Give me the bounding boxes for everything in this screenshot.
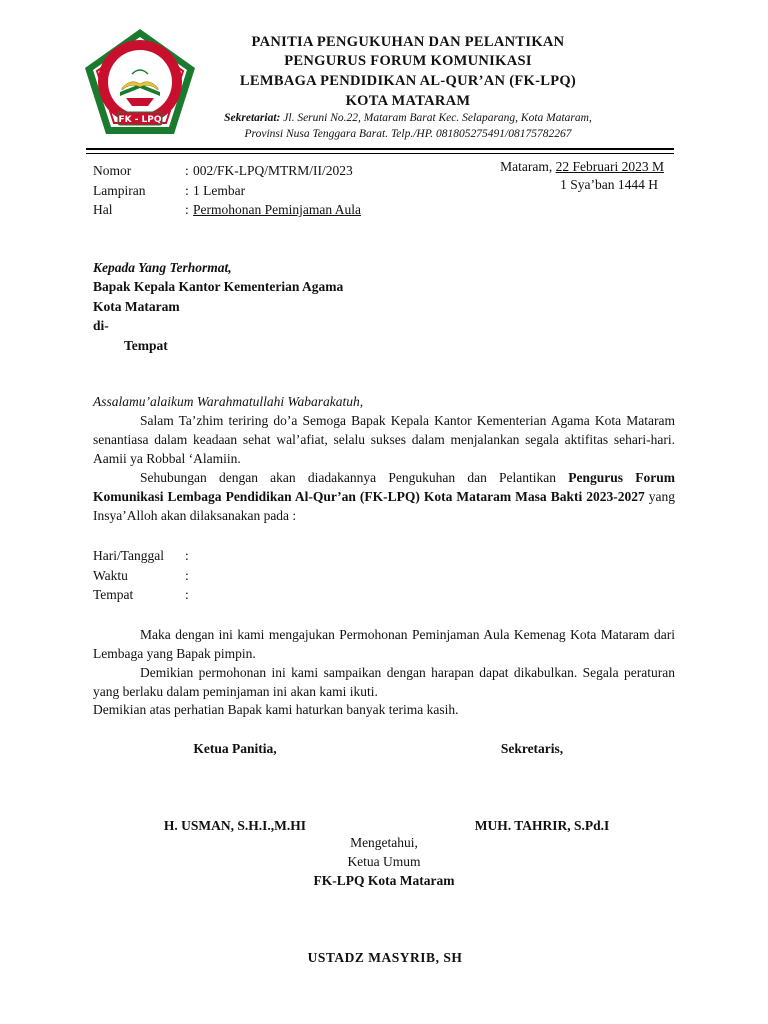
paragraph-2-text-b: Pengurus Forum Komunikasi Lembaga Pendidikan Al-Qur’an (FK-LPQ) Kota Mataram Masa Bakti 2023-2027 [93, 470, 675, 504]
recipient-line-4: Tempat [124, 338, 168, 353]
header-rule-thin [86, 153, 674, 154]
sekretaris-title: Sekretaris, [500, 741, 564, 756]
mengetahui-label: Mengetahui, [350, 835, 418, 850]
secretariat-line-1 [200, 112, 616, 124]
tempat-colon: : [185, 587, 189, 602]
lampiran-label: Lampiran [93, 183, 146, 198]
letter-date [500, 158, 664, 176]
header-line-1: PANITIA PENGUKUHAN DAN PELANTIKAN [251, 34, 565, 50]
organization-label: FK-LPQ Kota Mataram [313, 873, 455, 888]
secretariat-address: Jl. Seruni No.22, Mataram Barat Kec. Selaparang, Kota Mataram, [280, 112, 592, 124]
ketua-umum-label: Ketua Umum [347, 854, 421, 869]
paragraph-3-text: Maka dengan ini kami mengajukan Permohonan Peminjaman Aula Kemenag Kota Mataram dari Lembaga yang Bapak pimpin. [93, 627, 675, 661]
recipient-line-2: Kota Mataram [93, 299, 180, 314]
hal-label: Hal [93, 202, 113, 217]
hal-colon: : [185, 202, 189, 217]
secretariat-label: Sekretariat: [224, 112, 281, 124]
secretariat-line-2: Provinsi Nusa Tenggara Barat. Telp./HP. 081805275491/08175782267 [244, 128, 572, 140]
hari-colon: : [185, 548, 189, 563]
header-line-3: LEMBAGA PENDIDIKAN AL-QUR’AN (FK-LPQ) [239, 73, 577, 89]
waktu-colon: : [185, 568, 189, 583]
header-rule-thick [86, 148, 674, 150]
nomor-label: Nomor [93, 163, 132, 178]
paragraph-4 [93, 663, 675, 701]
ketua-umum-name: USTADZ MASYRIB, SH [307, 950, 463, 965]
paragraph-3 [93, 625, 675, 663]
paragraph-5: Demikian atas perhatian Bapak kami haturkan banyak terima kasih. [93, 702, 459, 717]
hal-value: Permohonan Peminjaman Aula [193, 202, 361, 217]
tempat-label: Tempat [93, 587, 134, 602]
paragraph-2-text-c: yang Insya’Alloh akan dilaksanakan pada : [93, 489, 675, 523]
fk-lpq-logo [82, 26, 198, 138]
nomor-value: 002/FK-LPQ/MTRM/II/2023 [193, 163, 353, 178]
lampiran-colon: : [185, 183, 189, 198]
paragraph-4-text: Demikian permohonan ini kami sampaikan dengan harapan dapat dikabulkan. Segala peraturan yang berlaku dalam peminjaman ini akan kami ikuti. [93, 665, 675, 699]
paragraph-1 [93, 411, 675, 468]
recipient-line-1: Bapak Kepala Kantor Kementerian Agama [93, 279, 344, 294]
ketua-panitia-name: H. USMAN, S.H.I.,M.HI [163, 818, 307, 833]
nomor-colon: : [185, 163, 189, 178]
date-masehi: 22 Februari 2023 M [555, 159, 664, 174]
ketua-panitia-title: Ketua Panitia, [193, 741, 277, 756]
sekretaris-name: MUH. TAHRIR, S.Pd.I [474, 818, 610, 833]
waktu-label: Waktu [93, 568, 128, 583]
recipient-salutation: Kepada Yang Terhormat, [93, 260, 232, 275]
opening-greeting: Assalamu’alaikum Warahmatullahi Wabarakatuh, [93, 394, 364, 409]
paragraph-2 [93, 468, 675, 525]
date-hijri: 1 Sya’ban 1444 H [560, 177, 658, 192]
logo-badge-text: FK - LPQ [118, 115, 162, 125]
hari-label: Hari/Tanggal [93, 548, 165, 563]
lampiran-value: 1 Lembar [193, 183, 246, 198]
paragraph-2-text-a: Sehubungan dengan akan diadakannya Pengukuhan dan Pelantikan [140, 470, 569, 485]
paragraph-1-text: Salam Ta’zhim teriring do’a Semoga Bapak Kepala Kantor Kementerian Agama Kota Mataram senantiasa dalam keadaan sehat wal’afiat, selalu sukses dalam menjalankan segala aktifitas sehari-hari. Aamii ya Robbal ‘Alamiin. [93, 413, 675, 466]
date-place: Mataram, [500, 159, 556, 174]
header-line-4: KOTA MATARAM [345, 93, 471, 109]
header-line-2: PENGURUS FORUM KOMUNIKASI [284, 53, 532, 69]
recipient-line-3: di- [93, 318, 109, 333]
